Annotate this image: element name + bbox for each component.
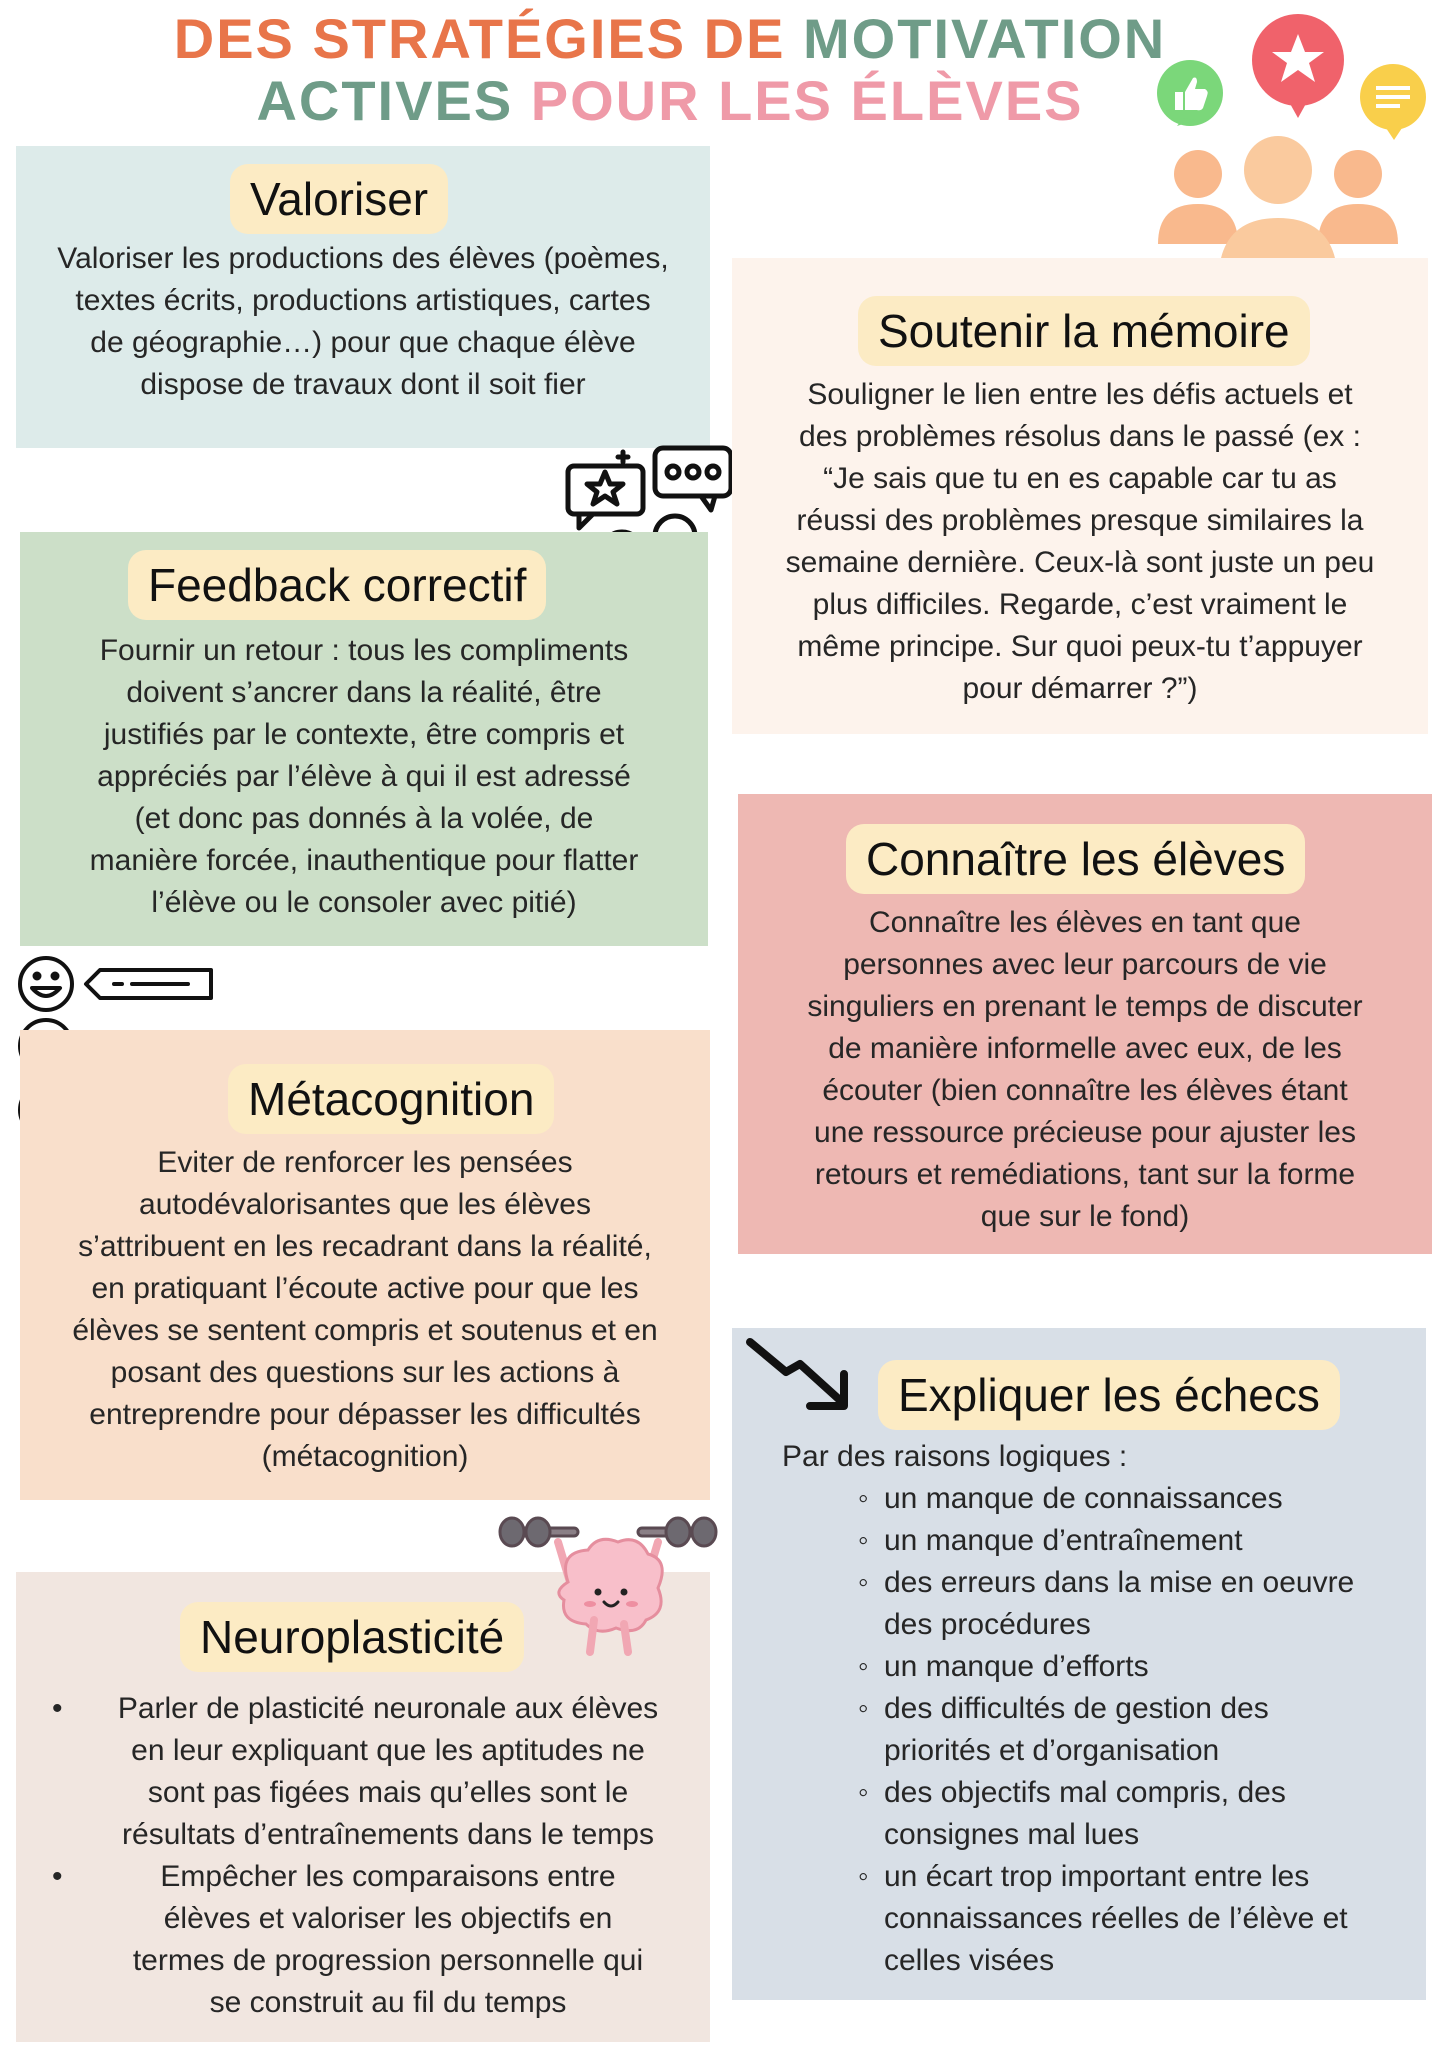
text-line: élèves et valoriser les objectifs en xyxy=(163,1902,613,1935)
text-line: Connaître les élèves en tant que xyxy=(869,906,1301,939)
title-line-2 xyxy=(120,70,1220,132)
text-line: (et donc pas donnés à la volée, de xyxy=(134,802,594,835)
card-metacognition xyxy=(20,1030,710,1500)
memoire-text xyxy=(732,374,1428,710)
text-line: celles visées xyxy=(884,1944,1055,1977)
text-line: • Parler de plasticité neuronale aux élèves xyxy=(117,1692,659,1725)
echecs-list xyxy=(884,1478,1404,1982)
text-line: ◦ des objectifs mal compris, des xyxy=(884,1776,1286,1809)
text-line: posant des questions sur les actions à xyxy=(110,1356,620,1389)
list-item xyxy=(884,1520,1404,1562)
text-line: en leur expliquant que les aptitudes ne xyxy=(131,1734,645,1767)
text-line: ◦ un manque d’efforts xyxy=(884,1650,1149,1683)
text-line: Valoriser les productions des élèves (poèmes, xyxy=(57,242,669,275)
text-line: doivent s’ancrer dans la réalité, être xyxy=(126,676,602,709)
card-valoriser xyxy=(16,146,710,448)
text-line: résultats d’entraînements dans le temps xyxy=(122,1818,654,1851)
text-line: appréciés par l’élève à qui il est adressé xyxy=(97,760,631,793)
text-line: même principe. Sur quoi peux-tu t’appuyer xyxy=(797,630,1363,663)
text-line: l’élève ou le consoler avec pitié) xyxy=(151,886,577,919)
text-line: des procédures xyxy=(884,1608,1091,1641)
text-line: plus difficiles. Regarde, c’est vraiment le xyxy=(812,588,1348,621)
text-line: ◦ un écart trop important entre les xyxy=(884,1860,1310,1893)
text-line: Eviter de renforcer les pensées xyxy=(157,1146,573,1179)
metacognition-text xyxy=(20,1142,710,1478)
list-item xyxy=(86,1688,690,1856)
text-line: “Je sais que tu en es capable car tu as xyxy=(823,462,1337,495)
text-line: s’attribuent en les recadrant dans la réalité, xyxy=(78,1230,652,1263)
list-item xyxy=(884,1478,1404,1520)
heading-valoriser: Valoriser xyxy=(230,164,448,234)
text-line: ◦ des difficultés de gestion des xyxy=(884,1692,1269,1725)
star-bubble-icon xyxy=(1248,12,1348,122)
list-item xyxy=(884,1646,1404,1688)
heading-echecs: Expliquer les échecs xyxy=(878,1360,1340,1430)
thumbs-up-icon xyxy=(1155,58,1225,138)
text-line: des problèmes résolus dans le passé (ex : xyxy=(799,420,1361,453)
heading-neuroplasticite: Neuroplasticité xyxy=(180,1602,524,1672)
text-line: justifiés par le contexte, être compris et xyxy=(103,718,625,751)
text-line: de manière informelle avec eux, de les xyxy=(828,1032,1342,1065)
text-line: connaissances réelles de l’élève et xyxy=(884,1902,1348,1935)
page-title xyxy=(120,8,1220,132)
text-line: ◦ un manque de connaissances xyxy=(884,1482,1283,1515)
title-eleves: POUR LES ÉLÈVES xyxy=(530,69,1084,132)
title-line-1 xyxy=(120,8,1220,70)
text-line: en pratiquant l’écoute active pour que les xyxy=(91,1272,639,1305)
list-item xyxy=(86,1856,690,2024)
list-item xyxy=(884,1856,1404,1982)
text-line: Souligner le lien entre les défis actuels et xyxy=(807,378,1353,411)
text-line: réussi des problèmes presque similaires la xyxy=(796,504,1364,537)
text-line: entreprendre pour dépasser les difficultés xyxy=(89,1398,641,1431)
title-actives: ACTIVES xyxy=(256,69,531,132)
text-line: se construit au fil du temps xyxy=(209,1986,567,2019)
card-connaitre xyxy=(738,794,1432,1254)
card-feedback xyxy=(20,532,708,946)
text-line: personnes avec leur parcours de vie xyxy=(843,948,1327,981)
text-line: élèves se sentent compris et soutenus et en xyxy=(72,1314,658,1347)
text-line: Fournir un retour : tous les compliments xyxy=(99,634,629,667)
text-line: écouter (bien connaître les élèves étant xyxy=(822,1074,1348,1107)
heading-feedback: Feedback correctif xyxy=(128,550,546,620)
text-line: (métacognition) xyxy=(261,1440,469,1473)
valoriser-text xyxy=(16,238,710,406)
text-line: semaine dernière. Ceux-là sont juste un peu xyxy=(785,546,1375,579)
card-memoire xyxy=(732,258,1428,734)
text-line: dispose de travaux dont il soit fier xyxy=(140,368,586,401)
text-line: de géographie…) pour que chaque élève xyxy=(90,326,636,359)
text-line: textes écrits, productions artistiques, cartes xyxy=(75,284,651,317)
neuroplasticite-list xyxy=(86,1688,690,2024)
heading-memoire: Soutenir la mémoire xyxy=(858,296,1310,366)
feedback-text xyxy=(20,630,708,924)
title-motivation: MOTIVATION xyxy=(803,7,1167,70)
text-line: priorités et d’organisation xyxy=(884,1734,1220,1767)
text-line: ◦ des erreurs dans la mise en oeuvre xyxy=(884,1566,1355,1599)
title-strategies: DES STRATÉGIES DE xyxy=(173,7,804,70)
text-line: ◦ un manque d’entraînement xyxy=(884,1524,1243,1557)
text-line: termes de progression personnelle qui xyxy=(132,1944,644,1977)
text-line: singuliers en prenant le temps de discuter xyxy=(807,990,1363,1023)
text-line: consignes mal lues xyxy=(884,1818,1140,1851)
heading-connaitre: Connaître les élèves xyxy=(846,824,1305,894)
card-echecs xyxy=(732,1328,1426,2000)
list-item xyxy=(884,1562,1404,1646)
text-line: autodévalorisantes que les élèves xyxy=(139,1188,591,1221)
text-line: sont pas figées mais qu’elles sont le xyxy=(147,1776,629,1809)
text-line: manière forcée, inauthentique pour flatter xyxy=(89,844,639,877)
message-bubble-icon xyxy=(1358,62,1428,142)
heading-metacognition: Métacognition xyxy=(228,1064,554,1134)
list-item xyxy=(884,1688,1404,1772)
downward-arrow-icon xyxy=(746,1336,858,1420)
text-line: que sur le fond) xyxy=(980,1200,1190,1233)
echecs-intro: Par des raisons logiques : xyxy=(782,1440,1128,1473)
connaitre-text xyxy=(738,902,1432,1238)
text-line: pour démarrer ?”) xyxy=(962,672,1198,705)
text-line: une ressource précieuse pour ajuster les xyxy=(814,1116,1356,1149)
brain-dumbbell-icon xyxy=(498,1512,718,1662)
list-item xyxy=(884,1772,1404,1856)
text-line: retours et remédiations, tant sur la forme xyxy=(814,1158,1356,1191)
text-line: • Empêcher les comparaisons entre xyxy=(160,1860,616,1893)
